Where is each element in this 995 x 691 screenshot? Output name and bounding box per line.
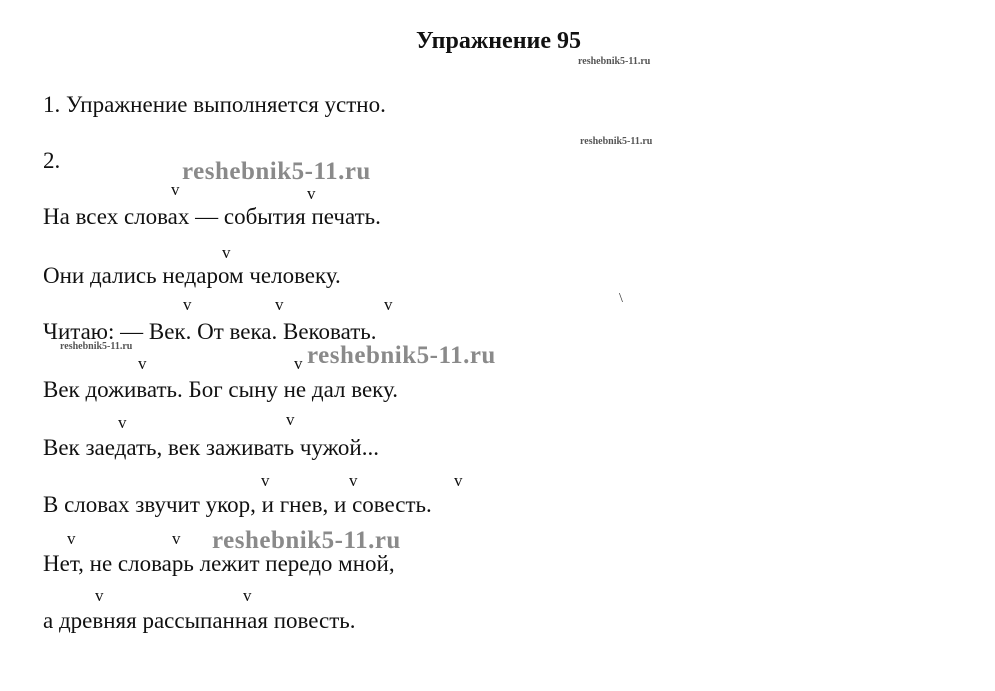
stress-mark: v <box>171 180 180 199</box>
stress-mark: v <box>307 184 316 203</box>
stress-mark: v <box>286 410 295 429</box>
poem-line-2: Они дались недаром человеку. <box>43 263 341 288</box>
poem-line-4: Век доживать. Бог сыну не дал веку. <box>43 377 398 402</box>
poem-line-6: В словах звучит укор, и гнев, и совесть. <box>43 492 432 517</box>
watermark-large-1: reshebnik5-11.ru <box>182 158 371 185</box>
stress-mark: v <box>67 529 76 548</box>
stress-mark: v <box>294 354 303 373</box>
poem-line-7: Нет, не словарь лежит передо мной, <box>43 551 395 576</box>
stress-mark: v <box>384 295 393 314</box>
speck: \ <box>619 291 623 306</box>
poem-line-8: а древняя рассыпанная повесть. <box>43 608 356 633</box>
watermark-small-2: reshebnik5-11.ru <box>580 136 653 147</box>
stress-mark: v <box>454 471 463 490</box>
poem-line-3: Читаю: — Век. От века. Вековать. <box>43 319 377 344</box>
exercise-item-2-number: 2. <box>43 148 61 173</box>
poem-line-5: Век заедать, век заживать чужой... <box>43 435 379 460</box>
stress-mark: v <box>183 295 192 314</box>
stress-mark: v <box>243 586 252 605</box>
stress-mark: v <box>172 529 181 548</box>
stress-mark: v <box>95 586 104 605</box>
watermark-large-2: reshebnik5-11.ru <box>307 342 496 369</box>
watermark-large-3: reshebnik5-11.ru <box>212 527 401 554</box>
watermark-small-1: reshebnik5-11.ru <box>578 56 651 67</box>
poem-line-1: На всех словах — события печать. <box>43 204 381 229</box>
stress-mark: v <box>118 413 127 432</box>
stress-mark: v <box>349 471 358 490</box>
exercise-item-1: 1. Упражнение выполняется устно. <box>43 92 386 117</box>
stress-mark: v <box>138 354 147 373</box>
stress-mark: v <box>275 295 284 314</box>
watermark-small-3: reshebnik5-11.ru <box>60 341 133 352</box>
stress-mark: v <box>261 471 270 490</box>
exercise-title: Упражнение 95 <box>416 28 582 54</box>
stress-mark: v <box>222 243 231 262</box>
